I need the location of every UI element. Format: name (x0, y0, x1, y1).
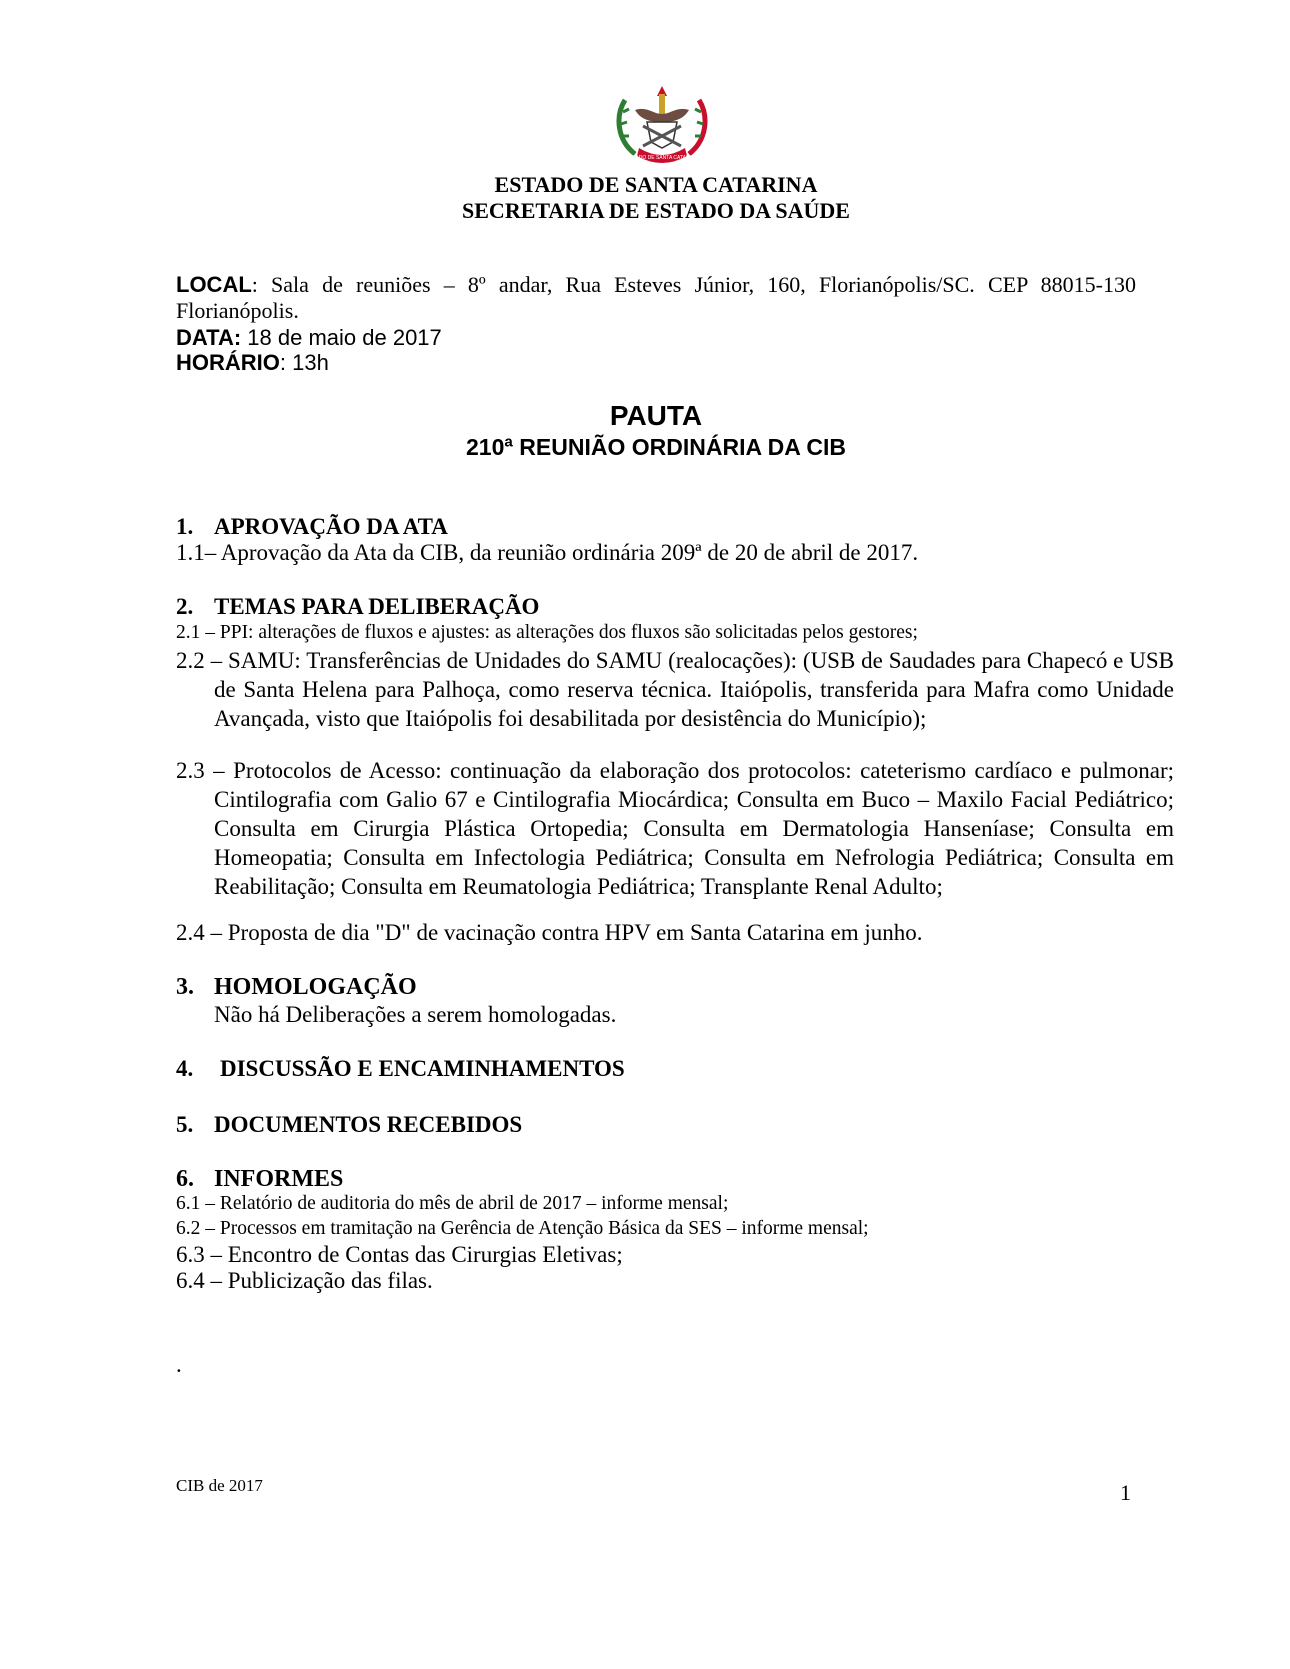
section-2-heading (176, 594, 539, 620)
section-5-heading (176, 1112, 522, 1138)
section-number: 6. (176, 1166, 194, 1192)
state-coat-of-arms (613, 82, 711, 170)
section-title: DISCUSSÃO E ENCAMINHAMENTOS (220, 1056, 625, 1081)
section-3-heading (176, 974, 417, 1001)
header-secretariat: SECRETARIA DE ESTADO DA SAÚDE (462, 198, 850, 223)
section-title: TEMAS PARA DELIBERAÇÃO (214, 594, 540, 619)
section-title: HOMOLOGAÇÃO (214, 974, 417, 1000)
section-title: APROVAÇÃO DA ATA (214, 514, 448, 539)
section-number: 4. (176, 1056, 194, 1081)
page-title: PAUTA (609, 400, 703, 431)
meta-date (176, 325, 1136, 351)
item-6-1: 6.1 – Relatório de auditoria do mês de abril de 2017 – informe mensal; (176, 1193, 729, 1214)
section-title: INFORMES (214, 1166, 344, 1192)
date-value: 18 de maio de 2017 (241, 325, 442, 350)
crest-ribbon-text: ESTADO DE SANTA CATARINA (626, 155, 698, 161)
item-2-1: 2.1 – PPI: alterações de fluxos e ajustes: as alterações dos fluxos são solicitadas pelos gestores; (176, 622, 918, 643)
page-subtitle: 210ª REUNIÃO ORDINÁRIA DA CIB (466, 434, 846, 460)
section-3-text: Não há Deliberações a serem homologadas. (214, 1002, 617, 1027)
item-2-2: 2.2 – SAMU: Transferências de Unidades do SAMU (realocações): (USB de Saudades para Chapecó e USB de Santa Helena para Palhoça, como reserva técnica. Itaiópolis, transferida para Mafra como Unidade Avançada, visto que Itaiópolis foi desabilitada por desistência do Município); (176, 648, 1174, 731)
section-1-heading (176, 514, 448, 540)
section-title: DOCUMENTOS RECEBIDOS (214, 1112, 523, 1137)
section-4-heading (176, 1056, 625, 1082)
section-number: 3. (176, 974, 194, 1000)
page-number: 1 (1120, 1480, 1131, 1505)
section-number: 1. (176, 514, 194, 539)
item-1-1: 1.1– Aprovação da Ata da CIB, da reunião ordinária 209ª de 20 de abril de 2017. (176, 540, 919, 565)
header-state: ESTADO DE SANTA CATARINA (494, 172, 818, 197)
date-label: DATA: (176, 325, 242, 350)
item-2-3: 2.3 – Protocolos de Acesso: continuação da elaboração dos protocolos: cateterismo cardíaco e pulmonar; Cintilografia com Galio 67 e Cintilografia Miocárdica; Consulta em Buco – Maxilo Facial Pediátrico; Consulta em Cirurgia Plástica Ortopedia; Consulta em Dermatologia Hanseníase; Consulta em Homeopatia; Consulta em Infectologia Pediátrica; Consulta em Nefrologia Pediátrica; Consulta em Reabilitação; Consulta em Reumatologia Pediátrica; Transplante Renal Adulto; (176, 758, 1174, 899)
item-2-4: 2.4 – Proposta de dia "D" de vacinação contra HPV em Santa Catarina em junho. (176, 920, 923, 945)
meta-time (176, 350, 1136, 376)
section-6-heading (176, 1166, 343, 1193)
item-6-3: 6.3 – Encontro de Contas das Cirurgias Eletivas; (176, 1242, 623, 1267)
meta-local (176, 272, 1136, 324)
item-6-2: 6.2 – Processos em tramitação na Gerência de Atenção Básica da SES – informe mensal; (176, 1218, 869, 1239)
footer-label: CIB de 2017 (176, 1476, 263, 1495)
local-value: : Sala de reuniões – 8º andar, Rua Esteves Júnior, 160, Florianópolis/SC. CEP 88015-130 Florianópolis. (176, 272, 1136, 323)
time-value: : 13h (279, 350, 329, 375)
item-6-4: 6.4 – Publicização das filas. (176, 1268, 433, 1293)
stray-mark: . (176, 1352, 182, 1377)
section-number: 5. (176, 1112, 194, 1137)
time-label: HORÁRIO (176, 350, 280, 375)
section-number: 2. (176, 594, 194, 619)
local-label: LOCAL (176, 272, 252, 297)
